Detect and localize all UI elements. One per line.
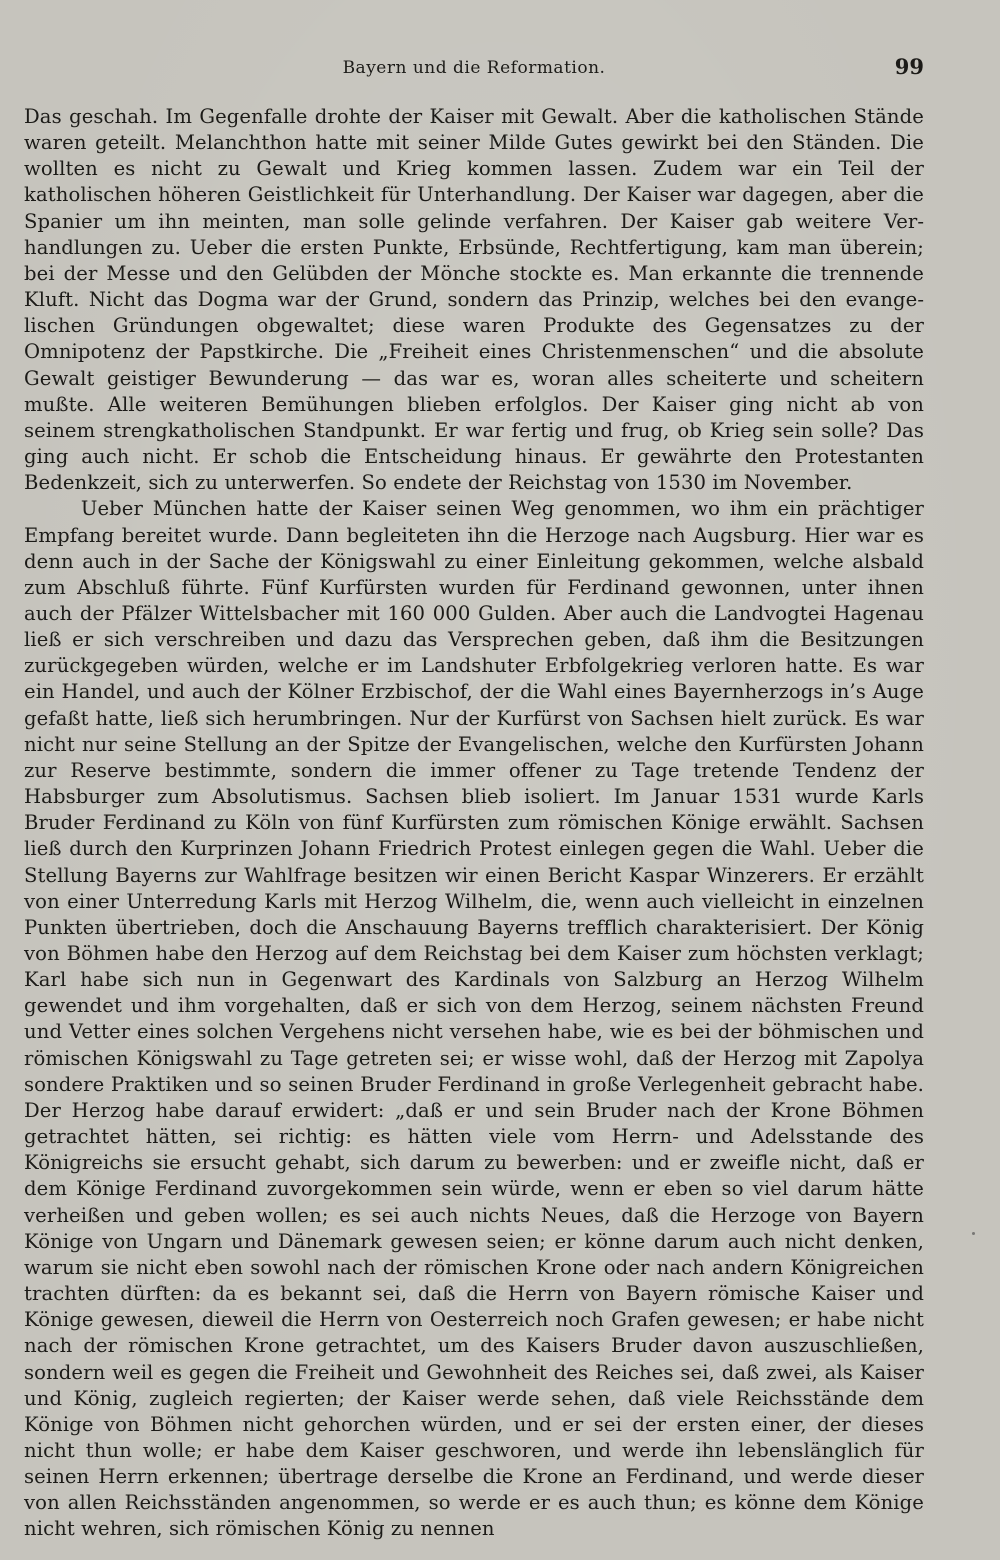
running-head — [24, 52, 924, 86]
running-title: Bayern und die Reformation. — [342, 58, 606, 78]
paragraph-1: Das geschah. Im Gegenfalle drohte der Kaiser mit Gewalt. Aber die katholischen Stände waren geteilt. Melanchthon hatte mit seiner Milde Gutes gewirkt bei den Ständen. Die wollten es nicht zu Gewalt und Krieg kommen lassen. Zudem war ein Teil der katholischen höheren Geistlichkeit für Unterhandlung. Der Kaiser war dagegen, aber die Spanier um ihn meinten, man solle gelinde verfahren. Der Kaiser gab weitere Verhandlungen zu. Ueber die ersten Punkte, Erbsünde, Rechtfertigung, kam man überein; bei der Messe und den Gelübden der Mönche stockte es. Man erkannte die trennende Kluft. Nicht das Dogma war der Grund, sondern das Prinzip, welches bei den evangelischen Gründungen obgewaltet; diese waren Produkte des Gegensatzes zu der Omnipotenz der Papstkirche. Die „Freiheit eines Christenmenschen“ und die absolute Gewalt geistiger Bewunderung — das war es, woran alles scheiterte und scheitern mußte. Alle weiteren Bemühungen blieben erfolglos. Der Kaiser ging nicht ab von seinem strengkatholischen Standpunkt. Er war fertig und frug, ob Krieg sein solle? Das ging auch nicht. Er schob die Entscheidung hinaus. Er gewährte den Protestanten Bedenkzeit, sich zu unterwerfen. So endete der Reichstag von 1530 im November. — [24, 105, 924, 495]
paragraph-2: Ueber München hatte der Kaiser seinen Weg genommen, wo ihm ein prächtiger Empfang bereitet wurde. Dann begleiteten ihn die Herzoge nach Augsburg. Hier war es denn auch in der Sache der Königswahl zu einer Einleitung gekommen, welche alsbald zum Abschluß führte. Fünf Kurfürsten wurden für Ferdinand gewonnen, unter ihnen auch der Pfälzer Wittelsbacher mit 160 000 Gulden. Aber auch die Landvogtei Hagenau ließ er sich verschreiben und dazu das Versprechen geben, daß ihm die Besitzungen zurückgegeben würden, welche er im Landshuter Erbfolgekrieg verloren hatte. Es war ein Handel, und auch der Kölner Erzbischof, der die Wahl eines Bayernherzogs in’s Auge gefaßt hatte, ließ sich herumbringen. Nur der Kurfürst von Sachsen hielt zurück. Es war nicht nur seine Stellung an der Spitze der Evangelischen, welche den Kurfürsten Johann zur Reserve bestimmte, sondern die immer offener zu Tage tretende Tendenz der Habsburger zum Absolutismus. Sachsen blieb isoliert. Im Januar 1531 wurde Karls Bruder Ferdinand zu Köln von fünf Kurfürsten zum römischen Könige erwählt. Sachsen ließ durch den Kurprinzen Johann Friedrich Protest einlegen gegen die Wahl. Ueber die Stellung Bayerns zur Wahlfrage besitzen wir einen Bericht Kaspar Winzerers. Er erzählt von einer Unterredung Karls mit Herzog Wilhelm, die, wenn auch vielleicht in einzelnen Punkten übertrieben, doch die Anschauung Bayerns trefflich charakterisiert. Der König von Böhmen habe den Herzog auf dem Reichstag bei dem Kaiser zum höchsten verklagt; Karl habe sich nun in Gegenwart des Kardinals von Salzburg an Herzog Wilhelm gewendet und ihm vorgehalten, daß er sich von dem Herzog, seinem nächsten Freund und Vetter eines solchen Vergehens nicht versehen habe, wie es bei der böhmischen und römischen Königswahl zu Tage getreten sei; er wisse wohl, daß der Herzog mit Zapolya sondere Praktiken und so seinen Bruder Ferdinand in große Verlegenheit gebracht habe. Der Herzog habe darauf erwidert: „daß er und sein Bruder nach der Krone Böhmen getrachtet hätten, sei richtig: es hätten viele vom Herrn- und Adelsstande des Königreichs sie ersucht gehabt, sich darum zu bewerben: und er zweifle nicht, daß er dem Könige Ferdinand zuvorgekommen sein würde, wenn er eben so viel darum hätte verheißen und geben wollen; es sei auch nichts Neues, daß die Herzoge von Bayern Könige von Ungarn und Dänemark gewesen seien; er könne darum auch nicht denken, warum sie nicht eben sowohl nach der römischen Krone oder nach andern Königreichen trachten dürften: da es bekannt sei, daß die Herrn von Bayern römische Kaiser und Könige gewesen, dieweil die Herrn von Oesterreich noch Grafen gewesen; er habe nicht nach der römischen Krone getrachtet, um des Kaisers Bruder davon auszuschließen, sondern weil es gegen die Freiheit und Gewohnheit des Reiches sei, daß zwei, als Kaiser und König, zugleich regierten; der Kaiser werde sehen, daß viele Reichsstände dem Könige von Böhmen nicht gehorchen würden, und er sei der ersten einer, der dieses nicht thun wolle; er habe dem Kaiser geschworen, und werde ihn lebenslänglich für seinen Herrn erkennen; übertrage derselbe die Krone an Ferdinand, und werde dieser von allen Reichsständen angenommen, so werde er es auch thun; es könne dem Könige nicht wehren, sich römischen König zu nennen — [24, 497, 924, 1541]
scan-speck — [972, 1232, 975, 1235]
page-number: 99 — [894, 54, 924, 79]
body-text — [24, 104, 924, 1543]
